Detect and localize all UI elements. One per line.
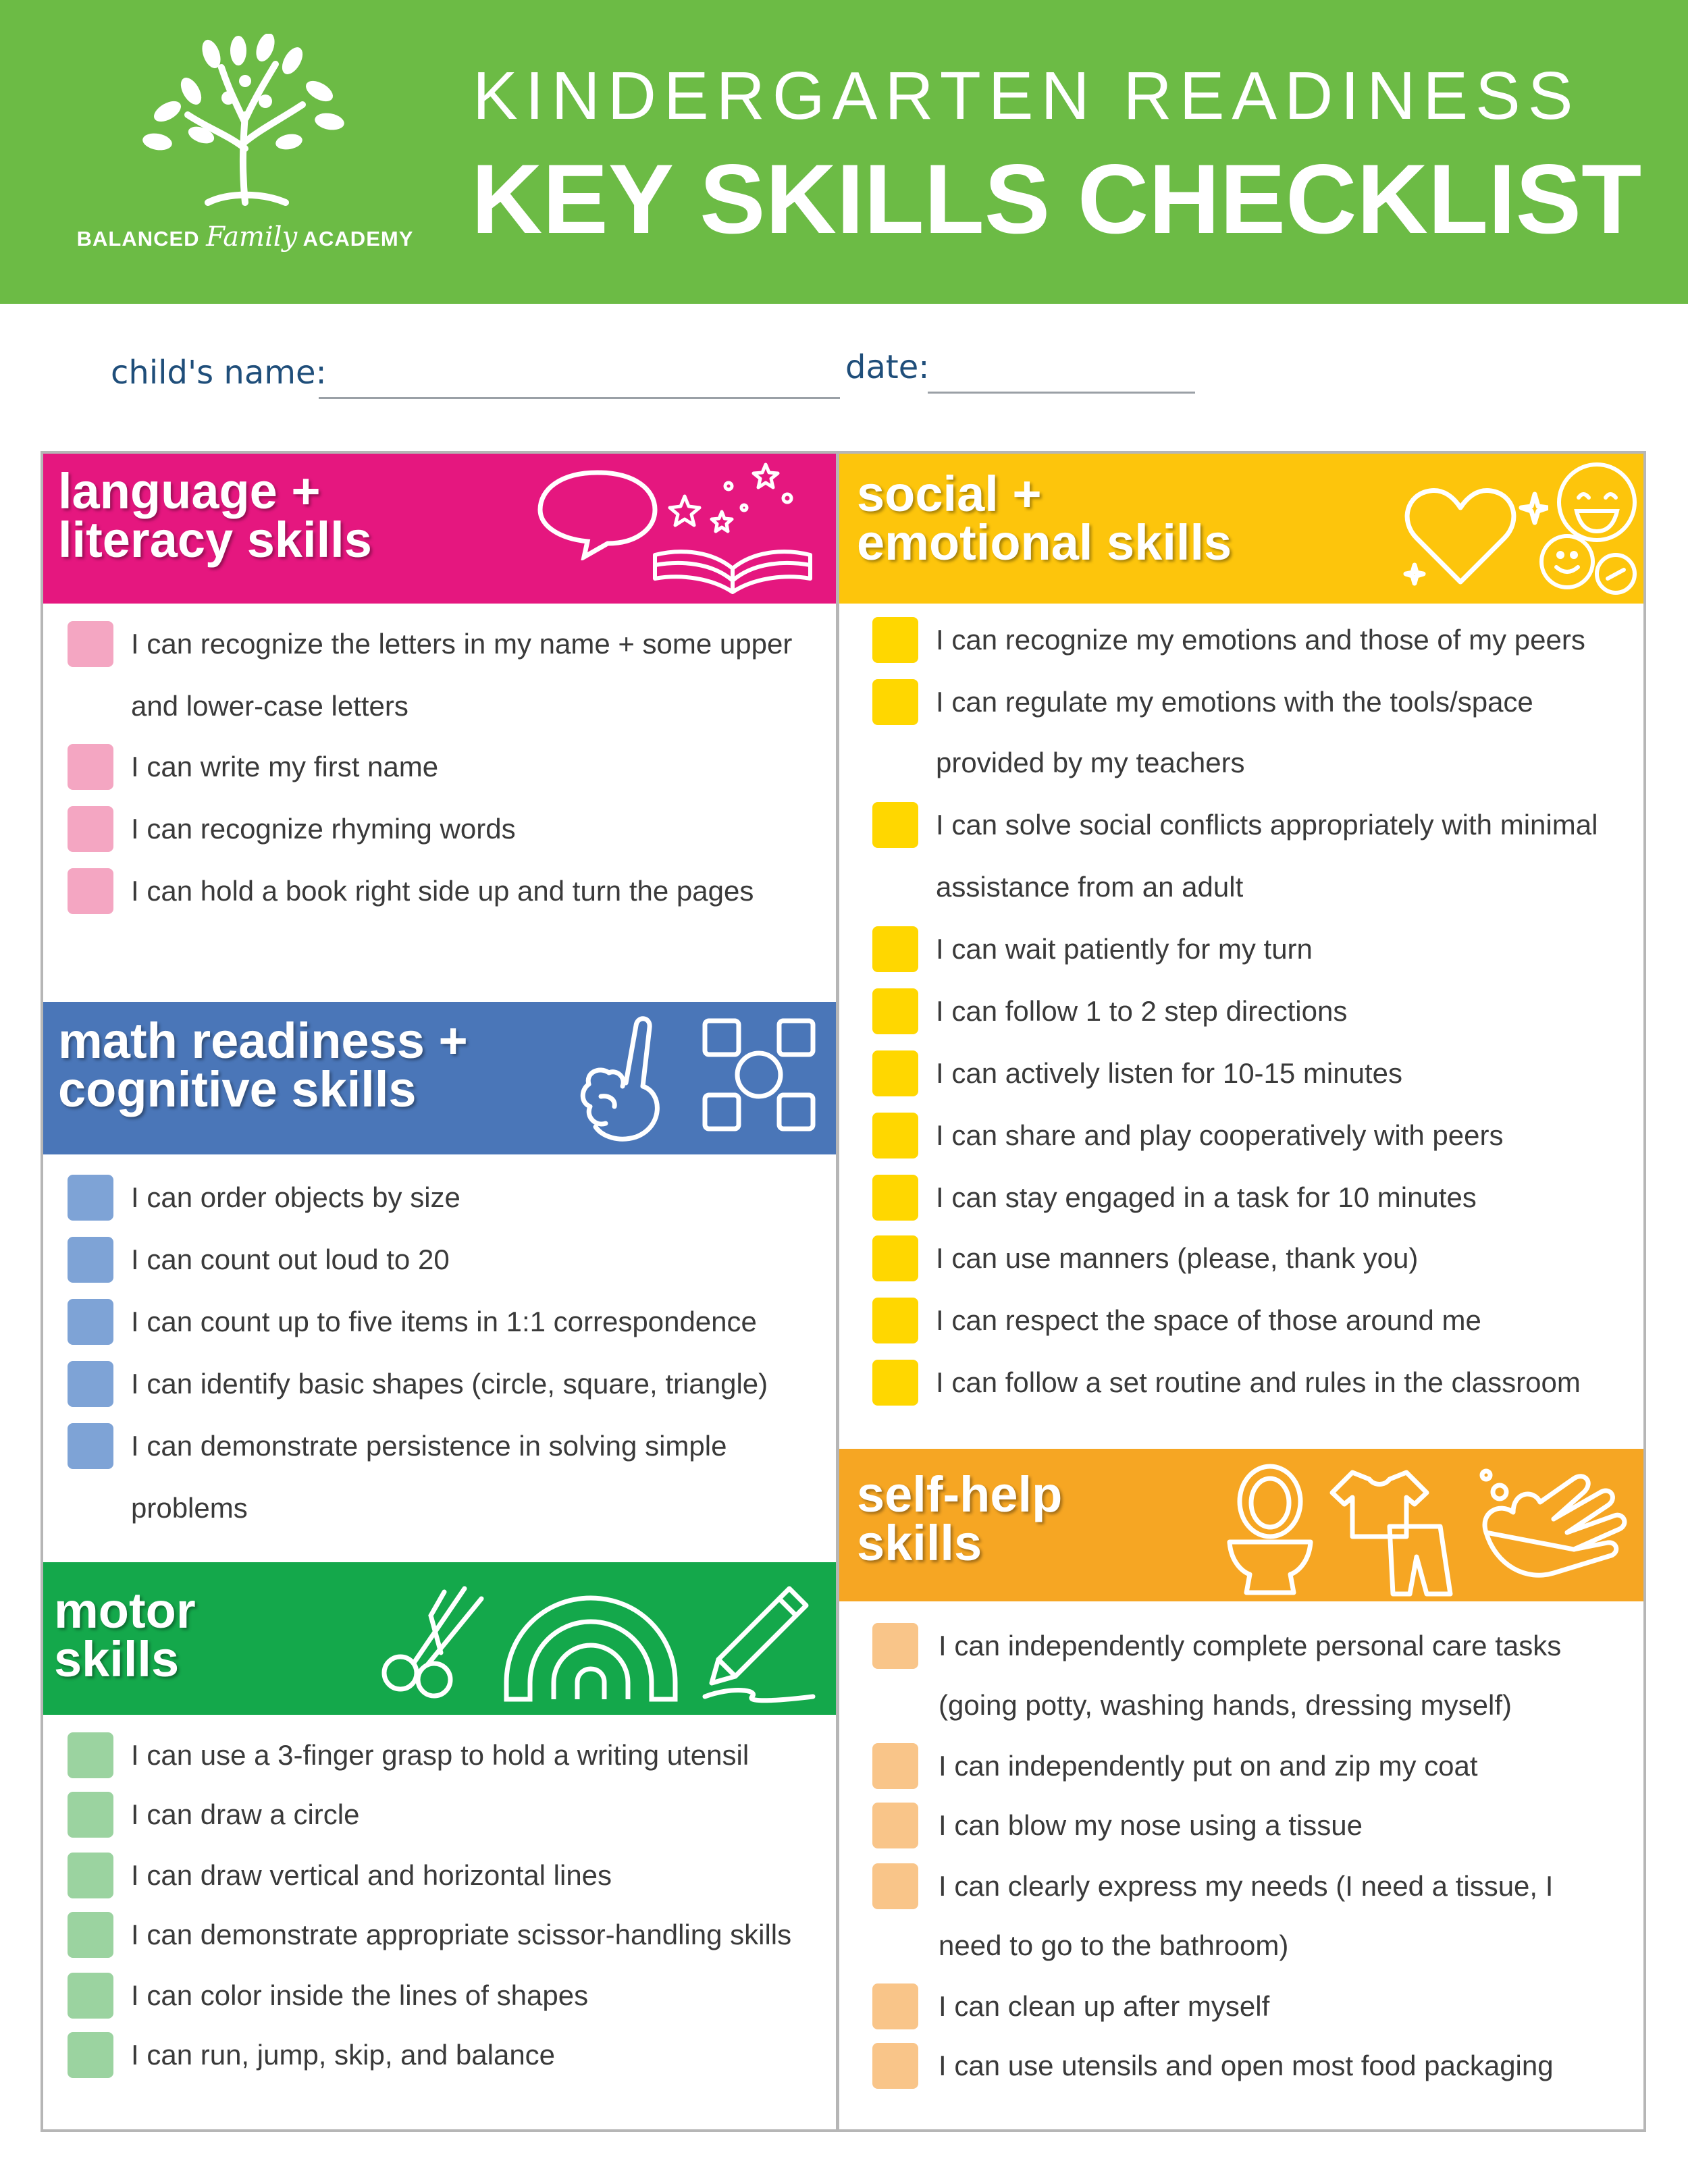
skill-item-text: I can draw a circle	[131, 1799, 360, 1830]
stars-icon	[664, 459, 799, 540]
selfhelp-title-line-2: skills	[857, 1515, 982, 1571]
skill-item-text: I can recognize my emotions and those of my peers	[936, 624, 1585, 656]
title-line-1: KINDERGARTEN READINESS	[473, 58, 1581, 134]
math-title-line-1: math readiness +	[58, 1013, 468, 1069]
logo-text-family: Family	[206, 221, 298, 252]
academy-logo	[73, 34, 417, 263]
checkbox[interactable]	[872, 1175, 918, 1221]
checkbox[interactable]	[68, 1237, 113, 1283]
checkbox[interactable]	[872, 1235, 918, 1281]
checkbox[interactable]	[68, 744, 113, 790]
skill-item-text: I can share and play cooperatively with peers	[936, 1119, 1504, 1151]
skill-item-text: I can identify basic shapes (circle, square, triangle)	[131, 1368, 768, 1400]
skill-item-text: I can count up to five items in 1:1 correspondence	[131, 1306, 757, 1337]
social-emotional-banner	[839, 454, 1643, 604]
skill-item-text: I can color inside the lines of shapes	[131, 1979, 589, 2011]
skill-item-text: I can follow a set routine and rules in the classroom	[936, 1366, 1581, 1398]
hand-washing-icon	[1473, 1465, 1641, 1593]
checkbox[interactable]	[68, 1853, 113, 1898]
selfhelp-title-line-1: self-help	[857, 1466, 1063, 1522]
checkbox[interactable]	[872, 1113, 918, 1158]
date-field[interactable]	[928, 392, 1195, 394]
skill-item-text: I can demonstrate persistence in solving simple	[131, 1430, 727, 1462]
checkbox[interactable]	[68, 1912, 113, 1958]
skill-item-text: I can write my first name	[131, 751, 439, 782]
tree-logo-icon	[127, 34, 363, 216]
shapes-icon	[700, 1015, 821, 1137]
motor-title-line-1: motor	[54, 1582, 196, 1639]
checkbox[interactable]	[68, 1361, 113, 1407]
motor-skills-banner	[43, 1562, 836, 1715]
logo-text-academy: ACADEMY	[302, 227, 414, 250]
checkbox[interactable]	[872, 1863, 918, 1909]
column-divider	[836, 451, 839, 2132]
skill-item-text: I can wait patiently for my turn	[936, 933, 1313, 965]
social-title-line-1: social +	[857, 466, 1042, 522]
math-title	[58, 1013, 468, 1117]
skill-item-text: I can hold a book right side up and turn the pages	[131, 875, 754, 907]
math-title-line-2: cognitive skills	[58, 1061, 417, 1117]
speech-bubble-icon	[533, 466, 662, 560]
skill-item-text: I can regulate my emotions with the tools/space	[936, 686, 1533, 718]
language-literacy-banner	[43, 454, 836, 604]
selfhelp-title	[857, 1466, 1063, 1571]
clothes-icon	[1325, 1462, 1460, 1597]
checkbox[interactable]	[872, 1983, 918, 2029]
skill-item-text: I can run, jump, skip, and balance	[131, 2039, 556, 2071]
title-line-2: KEY SKILLS CHECKLIST	[471, 144, 1642, 254]
checkbox[interactable]	[68, 621, 113, 667]
motor-title-line-2: skills	[54, 1631, 180, 1687]
checkbox[interactable]	[68, 1423, 113, 1469]
language-title-line-2: literacy skills	[58, 512, 372, 568]
skill-item-text: I can independently put on and zip my coat	[939, 1750, 1478, 1782]
skill-item-text: I can recognize rhyming words	[131, 813, 516, 845]
checkbox[interactable]	[68, 1299, 113, 1345]
checkbox[interactable]	[68, 1175, 113, 1221]
checkbox[interactable]	[872, 1050, 918, 1096]
checkbox[interactable]	[872, 926, 918, 972]
skill-item-text: I can solve social conflicts appropriately with minimal	[936, 809, 1598, 841]
checkbox[interactable]	[68, 868, 113, 914]
skill-item-text: I can stay engaged in a task for 10 minutes	[936, 1181, 1477, 1213]
checkbox[interactable]	[872, 802, 918, 848]
skill-item-text: I can use manners (please, thank you)	[936, 1242, 1419, 1274]
social-title	[857, 466, 1232, 570]
language-title	[58, 463, 372, 568]
skill-item-text: I can blow my nose using a tissue	[939, 1809, 1363, 1841]
skill-item-text: I can use utensils and open most food packaging	[939, 2050, 1554, 2081]
skill-item-text: I can clean up after myself	[939, 1990, 1270, 2022]
logo-wordmark	[73, 221, 417, 252]
checkbox[interactable]	[872, 1298, 918, 1343]
skill-item-text: I can demonstrate appropriate scissor-handling skills	[131, 1919, 792, 1950]
skill-item-text: I can count out loud to 20	[131, 1244, 450, 1275]
self-help-banner	[839, 1449, 1643, 1601]
skill-item-text: I can independently complete personal care tasks	[939, 1630, 1562, 1661]
skill-item-text: I can recognize the letters in my name + some upper	[131, 628, 793, 660]
childs-name-field[interactable]	[319, 397, 840, 399]
skill-item-text: I can draw vertical and horizontal lines	[131, 1859, 612, 1891]
skill-item-text: need to go to the bathroom)	[939, 1929, 1289, 1961]
checkbox[interactable]	[68, 2032, 113, 2078]
toilet-icon	[1223, 1461, 1317, 1596]
skill-item-text: assistance from an adult	[936, 871, 1244, 903]
skill-item-text: I can actively listen for 10-15 minutes	[936, 1057, 1402, 1089]
checkbox[interactable]	[872, 2043, 918, 2089]
skill-item-text: I can use a 3-finger grasp to hold a writing utensil	[131, 1739, 749, 1771]
rainbow-icon	[500, 1588, 682, 1703]
date-label: date:	[845, 348, 930, 386]
checkbox[interactable]	[872, 1743, 918, 1789]
checkbox[interactable]	[872, 617, 918, 663]
skill-item-text: provided by my teachers	[936, 747, 1245, 778]
checkbox[interactable]	[872, 679, 918, 725]
skill-item-text: I can order objects by size	[131, 1181, 460, 1213]
childs-name-label: child's name:	[111, 354, 327, 392]
checkbox[interactable]	[68, 1732, 113, 1778]
pencil-icon	[691, 1572, 826, 1707]
logo-text-balanced: BALANCED	[76, 227, 200, 250]
pointing-hand-icon	[569, 1009, 670, 1144]
skill-item-text: I can clearly express my needs (I need a tissue, I	[939, 1870, 1554, 1902]
checkbox[interactable]	[68, 1973, 113, 2019]
skill-item-text: and lower-case letters	[131, 690, 408, 722]
checkbox[interactable]	[872, 1803, 918, 1848]
language-title-line-1: language +	[58, 463, 321, 519]
skill-item-text: (going potty, washing hands, dressing myself)	[939, 1689, 1512, 1721]
checkbox[interactable]	[872, 988, 918, 1034]
header-banner	[0, 0, 1688, 304]
checkbox[interactable]	[872, 1360, 918, 1406]
smiley-faces-icon	[1535, 460, 1643, 595]
skill-item-text: I can respect the space of those around me	[936, 1304, 1481, 1336]
checkbox[interactable]	[68, 1792, 113, 1838]
checkbox[interactable]	[68, 806, 113, 852]
motor-title	[54, 1582, 196, 1687]
skill-item-text: I can follow 1 to 2 step directions	[936, 995, 1348, 1027]
math-cognitive-banner	[43, 1002, 836, 1154]
social-title-line-2: emotional skills	[857, 514, 1232, 570]
heart-icon	[1400, 481, 1548, 589]
skill-item-text: problems	[131, 1492, 248, 1524]
checkbox[interactable]	[872, 1623, 918, 1669]
scissors-icon	[377, 1578, 492, 1700]
